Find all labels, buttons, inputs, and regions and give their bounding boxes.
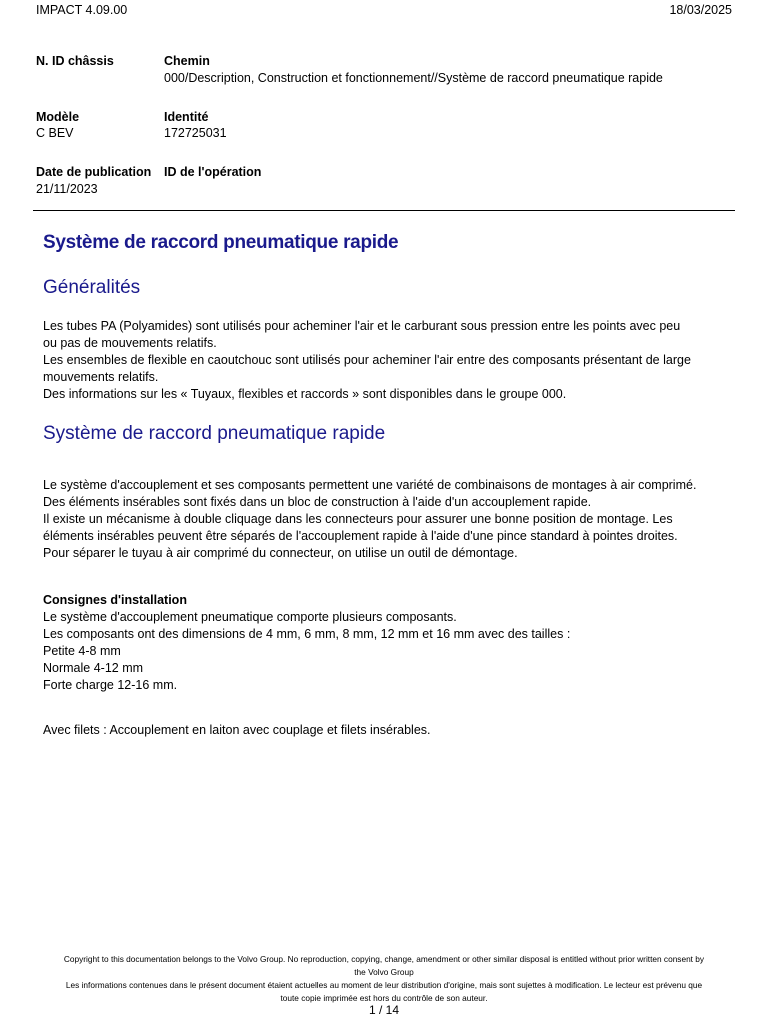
identity-label: Identité [164,110,209,124]
model-label: Modèle [36,110,80,124]
text-line: Avec filets : Accouplement en laiton avec couplage et filets insérables. [43,723,431,737]
text-line: Les ensembles de flexible en caoutchouc sont utilisés pour acheminer l'air entre des composants présentant de large [43,353,691,367]
copyright-line: Copyright to this documentation belongs to the Volvo Group. No reproduction, copying, change, amendment or other similar disposal is entitled without prior written consent by [63,954,705,964]
section-general-text [43,318,733,403]
path-label: Chemin [164,54,210,68]
section-heading-general: Généralités [43,277,141,298]
text-line: Il existe un mécanisme à double cliquage dans les connecteurs pour assurer une bonne position de montage. Les [43,512,673,526]
page-number: 1 / 14 [368,1003,400,1017]
chassis-label: N. ID châssis [36,54,114,68]
identity-value: 172725031 [164,126,227,140]
text-line: Petite 4-8 mm [43,644,121,658]
path-value: 000/Description, Construction et fonctionnement//Système de raccord pneumatique rapide [164,71,663,85]
text-line: Des informations sur les « Tuyaux, flexibles et raccords » sont disponibles dans le groupe 000. [43,387,567,401]
print-date: 18/03/2025 [669,3,732,17]
text-line: Forte charge 12-16 mm. [43,678,178,692]
text-line: Le système d'accouplement et ses composants permettent une variété de combinaisons de montages à air comprimé. [43,478,697,492]
text-line: Le système d'accouplement pneumatique comporte plusieurs composants. [43,610,457,624]
pubdate-value: 21/11/2023 [36,182,98,196]
threads-text [43,722,733,739]
header-divider [33,210,735,211]
text-line: Pour séparer le tuyau à air comprimé du connecteur, on utilise un outil de démontage. [43,546,518,560]
text-line: ou pas de mouvements relatifs. [43,336,217,350]
app-version: IMPACT 4.09.00 [36,3,128,17]
section-heading-system: Système de raccord pneumatique rapide [43,423,386,444]
text-line: Normale 4-12 mm [43,661,144,675]
footer-notice [30,953,738,1005]
installation-heading: Consignes d'installation [43,593,187,607]
notice-line: toute copie imprimée est hors du contrôle de son auteur. [280,993,488,1003]
text-line: Les composants ont des dimensions de 4 mm, 6 mm, 8 mm, 12 mm et 16 mm avec des tailles : [43,627,571,641]
document-title: Système de raccord pneumatique rapide [43,232,399,253]
pubdate-label: Date de publication [36,165,152,179]
text-line: mouvements relatifs. [43,370,159,384]
operation-label: ID de l'opération [164,165,262,179]
section-system-text [43,477,733,562]
text-line: éléments insérables peuvent être séparés de l'accouplement rapide à l'aide d'une pince standard à pointes droites. [43,529,678,543]
text-line: Des éléments insérables sont fixés dans un bloc de construction à l'aide d'un accouplement rapide. [43,495,592,509]
installation-section [43,592,733,694]
copyright-line: the Volvo Group [354,967,414,977]
model-value: C BEV [36,126,74,140]
notice-line: Les informations contenues dans le présent document étaient actuelles au moment de leur distribution d'origine, mais sont sujettes à modification. Le lecteur est prévenu que [65,980,703,990]
text-line: Les tubes PA (Polyamides) sont utilisés pour acheminer l'air et le carburant sous pression entre les points avec peu [43,319,681,333]
